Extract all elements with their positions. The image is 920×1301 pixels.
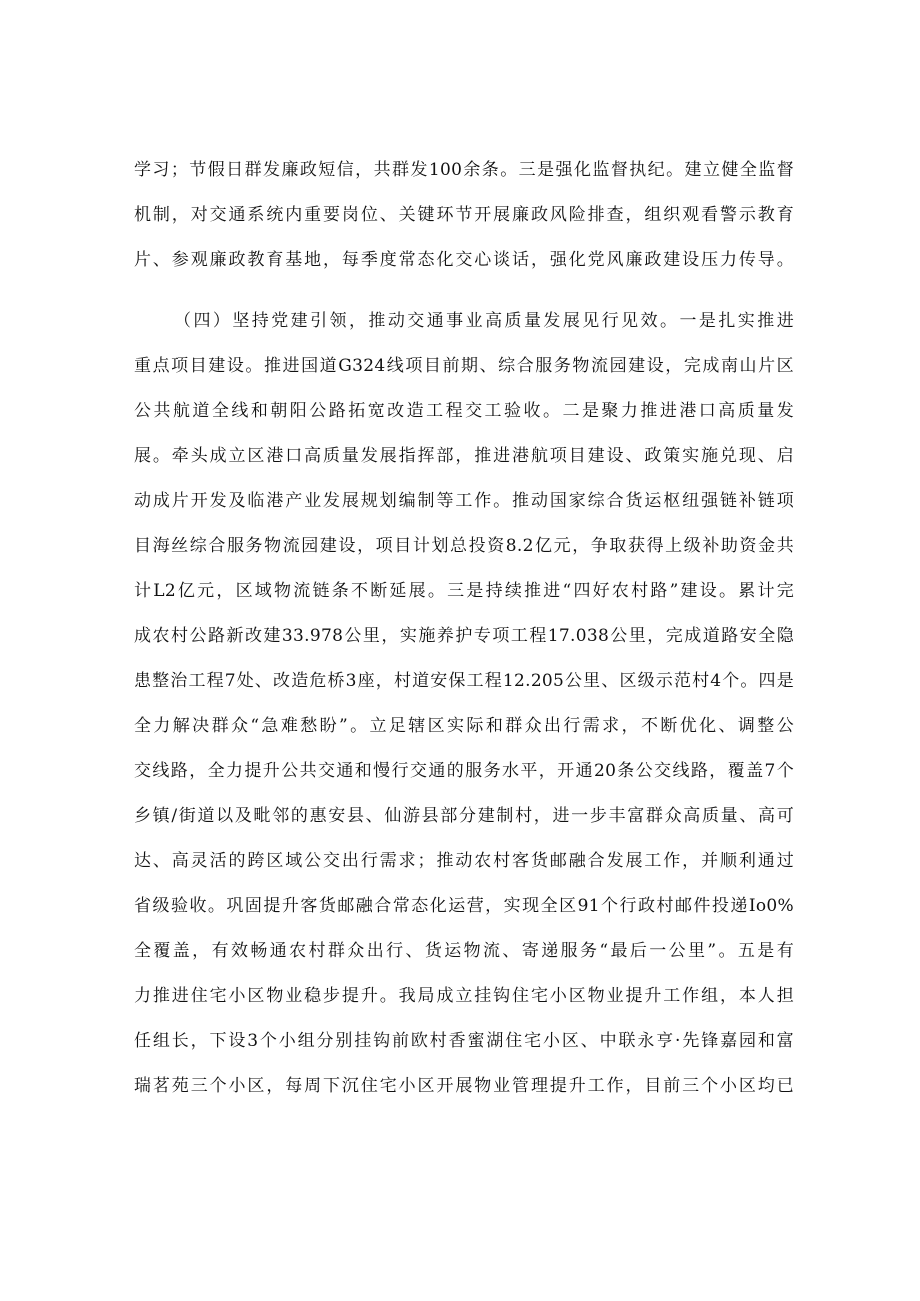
paragraph-2-line-11: 交线路，全力提升公共交通和慢行交通的服务水平，开通20条公交线路，覆盖7个 (134, 761, 794, 781)
paragraph-2-line-7: 计L2亿元，区域物流链条不断延展。三是持续推进“四好农村路”建设。累计完 (134, 581, 794, 601)
paragraph-2-line-10: 全力解决群众“急难愁盼”。立足辖区实际和群众出行需求，不断优化、调整公 (134, 716, 794, 736)
paragraph-2-line-3: 公共航道全线和朝阳公路拓宽改造工程交工验收。二是聚力推进港口高质量发 (134, 401, 794, 421)
paragraph-2-line-12: 乡镇/街道以及毗邻的惠安县、仙游县部分建制村，进一步丰富群众高质量、高可 (134, 806, 794, 826)
paragraph-2-line-14: 省级验收。巩固提升客货邮融合常态化运营，实现全区91个行政村邮件投递Io0% (134, 896, 794, 916)
paragraph-2-line-9: 患整治工程7处、改造危桥3座，村道安保工程12.205公里、区级示范村4个。四是 (134, 671, 794, 691)
paragraph-1-line-3: 片、参观廉政教育基地，每季度常态化交心谈话，强化党风廉政建设压力传导。 (134, 250, 794, 270)
paragraph-2-line-2: 重点项目建设。推进国道G324线项目前期、综合服务物流园建设，完成南山片区 (134, 356, 794, 376)
paragraph-2-line-13: 达、高灵活的跨区域公交出行需求；推动农村客货邮融合发展工作，并顺利通过 (134, 851, 794, 871)
paragraph-2-line-6: 目海丝综合服务物流园建设，项目计划总投资8.2亿元，争取获得上级补助资金共 (134, 536, 794, 556)
paragraph-2-line-5: 动成片开发及临港产业发展规划编制等工作。推动国家综合货运枢纽强链补链项 (134, 491, 794, 511)
paragraph-2-line-17: 任组长，下设3个小组分别挂钩前欧村香蜜湖住宅小区、中联永亨·先锋嘉园和富 (134, 1031, 794, 1051)
paragraph-2-line-15: 全覆盖，有效畅通农村群众出行、货运物流、寄递服务“最后一公里”。五是有 (134, 941, 794, 961)
paragraph-2-line-4: 展。牵头成立区港口高质量发展指挥部，推进港航项目建设、政策实施兑现、启 (134, 446, 794, 466)
paragraph-2-line-18: 瑞茗苑三个小区，每周下沉住宅小区开展物业管理提升工作，目前三个小区均已 (134, 1076, 794, 1096)
paragraph-2-line-16: 力推进住宅小区物业稳步提升。我局成立挂钩住宅小区物业提升工作组，本人担 (134, 986, 794, 1006)
paragraph-1-line-2: 机制，对交通系统内重要岗位、关键环节开展廉政风险排查，组织观看警示教育 (134, 205, 794, 225)
paragraph-2-line-8: 成农村公路新改建33.978公里，实施养护专项工程17.038公里，完成道路安全隐 (134, 626, 794, 646)
paragraph-2-line-1: （四）坚持党建引领，推动交通事业高质量发展见行见效。一是扎实推进 (174, 311, 794, 331)
paragraph-1-line-1: 学习；节假日群发廉政短信，共群发100余条。三是强化监督执纪。建立健全监督 (134, 160, 794, 180)
